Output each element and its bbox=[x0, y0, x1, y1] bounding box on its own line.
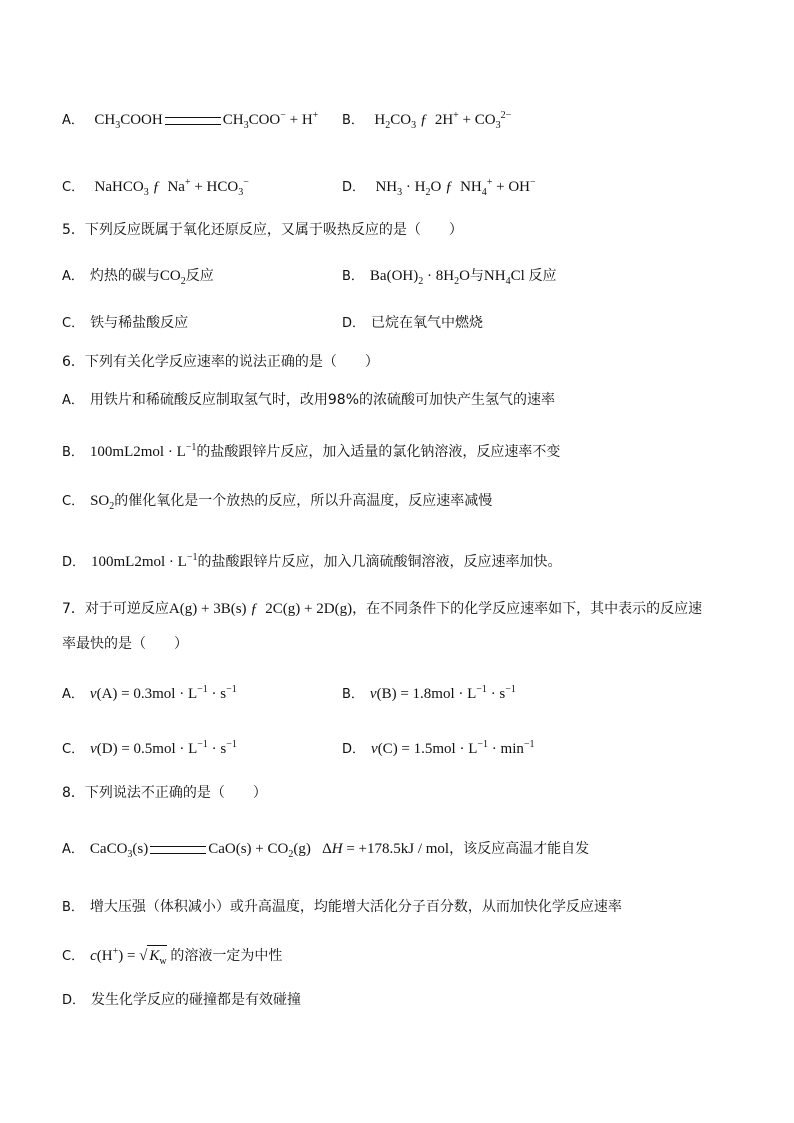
formula: $H_2CO_3$ ƒ $2H^+ + CO_3^{2-}$ bbox=[374, 110, 512, 131]
q8-option-a bbox=[62, 839, 589, 865]
q8-option-b bbox=[62, 897, 622, 918]
option-label: C． bbox=[62, 316, 85, 331]
reversible-sign: ƒ bbox=[445, 179, 453, 195]
reversible-sign: ƒ bbox=[250, 601, 258, 617]
q4-option-b bbox=[342, 106, 511, 136]
formula: c(H+) = √ $K_w$ bbox=[90, 948, 170, 964]
formula: $v(C) = 1.5mol \cdot L^{-1} \cdot \min^{-1}$ bbox=[371, 739, 535, 757]
sqrt-radicand: $K_w$ bbox=[147, 945, 166, 972]
option-text: 反应 bbox=[185, 268, 214, 284]
q6-option-c bbox=[62, 491, 492, 517]
option-text: 发生化学反应的碰撞都是有效碰撞 bbox=[91, 992, 302, 1008]
formula: A(g) + 3B(s) ƒ 2C(g) + 2D(g) bbox=[168, 601, 353, 617]
option-text: ，该反应高温才能自发 bbox=[449, 841, 590, 857]
option-label: C． bbox=[62, 180, 85, 195]
q7-stem-line1 bbox=[62, 599, 702, 619]
q7-option-d bbox=[342, 735, 535, 760]
option-text: 与 bbox=[469, 268, 484, 284]
formula: $Ba(OH)_2 \cdot 8H_2O$ bbox=[369, 268, 470, 287]
reversible-sign: ƒ bbox=[152, 179, 160, 195]
option-label: A． bbox=[62, 687, 84, 702]
q7-stem-line2: 率最快的是（ ） bbox=[62, 636, 188, 652]
formula: $CO_2$ bbox=[159, 268, 186, 287]
option-label: A． bbox=[62, 842, 84, 857]
q7-option-c bbox=[62, 735, 237, 760]
q4-option-c bbox=[62, 173, 249, 203]
q5-option-b bbox=[342, 266, 557, 292]
option-label: B． bbox=[62, 445, 84, 460]
q4-option-d bbox=[342, 173, 536, 203]
option-label: C． bbox=[62, 742, 85, 757]
formula: $v(A) = 0.3mol \cdot L^{-1} \cdot s^{-1}$ bbox=[89, 684, 237, 702]
option-text: 反应 bbox=[528, 268, 557, 284]
option-label: C． bbox=[62, 949, 85, 964]
option-label: A． bbox=[62, 113, 84, 128]
q6-option-d bbox=[62, 548, 561, 573]
option-text: 用铁片和稀硫酸反应制取氢气时，改用98%的浓硫酸可加快产生氢气的速率 bbox=[89, 392, 556, 408]
formula: $NH_3 \cdot H_2O$ ƒ $NH_4^+ + OH^-$ bbox=[375, 177, 536, 198]
formula: $100mL2mol \cdot L^{-1}$ bbox=[91, 552, 198, 570]
q6-option-b bbox=[62, 438, 560, 463]
q7-option-a bbox=[62, 680, 237, 705]
formula: $100mL2mol \cdot L^{-1}$ bbox=[89, 442, 197, 460]
q4-option-a bbox=[62, 106, 318, 136]
question-stem: 7．对于可逆反应 bbox=[62, 601, 169, 617]
option-label: D． bbox=[62, 993, 86, 1008]
q7-option-b bbox=[342, 680, 516, 705]
formula: $v(D) = 0.5mol \cdot L^{-1} \cdot s^{-1}$ bbox=[90, 739, 237, 757]
option-text: 的盐酸跟锌片反应，加入几滴硫酸铜溶液，反应速率加快。 bbox=[197, 554, 562, 570]
option-text: 灼热的碳与 bbox=[89, 268, 160, 284]
formula: $v(B) = 1.8mol \cdot L^{-1} \cdot s^{-1}$ bbox=[369, 684, 516, 702]
option-label: B． bbox=[342, 113, 364, 128]
q5-option-d bbox=[342, 313, 483, 334]
q5-option-c bbox=[62, 313, 188, 334]
q5-stem: 5．下列反应既属于氧化还原反应，又属于吸热反应的是（ ） bbox=[62, 222, 463, 238]
q6-stem: 6．下列有关化学反应速率的说法正确的是（ ） bbox=[62, 354, 379, 370]
q8-option-c bbox=[62, 942, 282, 972]
option-label: D． bbox=[342, 316, 366, 331]
formula: NaHCO$_3$ ƒ $Na^+ + HCO_3^-$ bbox=[94, 177, 249, 198]
option-label: C． bbox=[62, 494, 85, 509]
option-text: 的催化氧化是一个放热的反应，所以升高温度，反应速率减慢 bbox=[114, 493, 493, 509]
option-text: 的盐酸跟锌片反应，加入适量的氯化钠溶液，反应速率不变 bbox=[196, 444, 561, 460]
option-label: B． bbox=[342, 269, 364, 284]
reversible-sign: ƒ bbox=[419, 112, 428, 128]
equals-arrow bbox=[165, 117, 221, 125]
option-label: D． bbox=[62, 555, 86, 570]
option-text: 铁与稀盐酸反应 bbox=[90, 315, 189, 331]
option-text: 的溶液一定为中性 bbox=[170, 948, 283, 964]
option-label: D． bbox=[342, 742, 366, 757]
option-label: D． bbox=[342, 180, 366, 195]
option-text: 增大压强（体积减小）或升高温度，均能增大活化分子百分数，从而加快化学反应速率 bbox=[89, 899, 622, 915]
option-label: A． bbox=[62, 393, 84, 408]
question-stem: ，在不同条件下的化学反应速率如下，其中表示的反应速 bbox=[352, 601, 703, 617]
formula: $NH_4Cl$ bbox=[483, 268, 529, 287]
option-label: B． bbox=[62, 900, 84, 915]
option-text: 已烷在氧气中燃烧 bbox=[371, 315, 484, 331]
formula: $CH_3COOH$ $CH_3COO^- + H^+$ bbox=[94, 110, 319, 131]
q8-stem: 8．下列说法不正确的是（ ） bbox=[62, 785, 267, 801]
option-label: A． bbox=[62, 269, 84, 284]
q5-option-a bbox=[62, 266, 214, 292]
formula: CaCO$_3$(s) $CaO(s) + CO_2(g) \Delta H = +178.5kJ$ / mol bbox=[89, 841, 450, 860]
formula: $SO_2$ bbox=[90, 493, 115, 512]
q6-option-a bbox=[62, 390, 555, 411]
q8-option-d bbox=[62, 990, 301, 1011]
equals-arrow bbox=[150, 846, 206, 854]
option-label: B． bbox=[342, 687, 364, 702]
